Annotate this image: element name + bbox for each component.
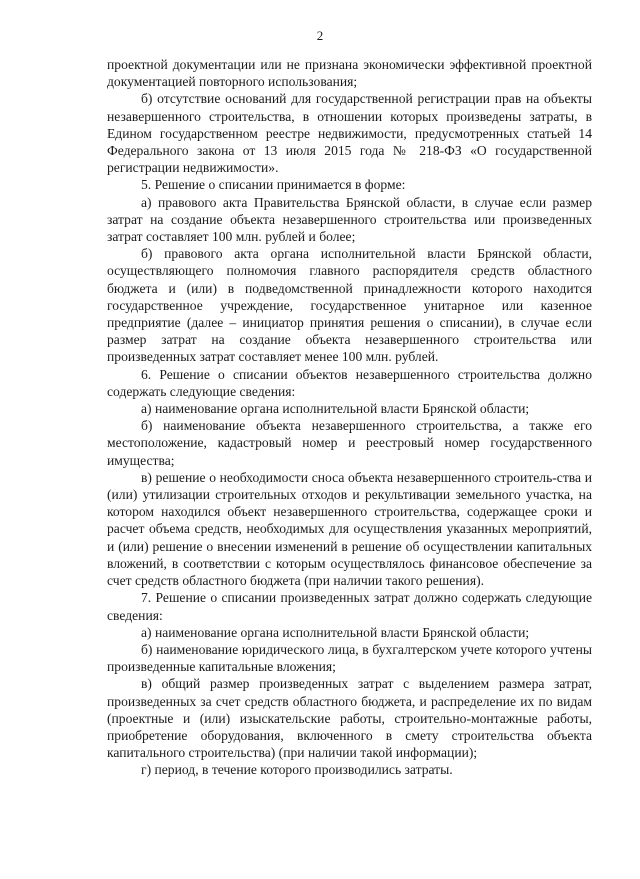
paragraph: б) правового акта органа исполнительной власти Брянской области, осуществляющего полномочия главного распорядителя средств областного бюджета и (или) в подведомственной принадлежности которого находится государственное учреждение, государственное унитарное или казенное предприятие (далее – инициатор принятия решения о списании), в случае если размер затрат на создание объекта незавершенного строительства или произведенных затрат составляет менее 100 млн. рублей. (107, 246, 592, 365)
paragraph: а) наименование органа исполнительной власти Брянской области; (141, 624, 530, 640)
paragraph: б) наименование объекта незавершенного строительства, а также его местоположение, кадастровый номер и реестровый номер государственного имущества; (107, 418, 592, 468)
paragraph: г) период, в течение которого производились затраты. (141, 762, 453, 778)
paragraph: проектной документации или не признана экономически эффективной проектной документацией повторного использования; (107, 57, 592, 90)
paragraph: а) наименование органа исполнительной власти Брянской области; (141, 401, 530, 417)
paragraph: б) наименование юридического лица, в бухгалтерском учете которого учтены произведенные капитальные вложения; (107, 641, 592, 675)
document-body (107, 56, 592, 779)
paragraph: а) правового акта Правительства Брянской области, в случае если размер затрат на создание объекта незавершенного строительства или произведенных затрат составляет 100 млн. рублей и более; (107, 194, 592, 245)
paragraph: 5. Решение о списании принимается в форме: (141, 177, 406, 193)
paragraph: в) общий размер произведенных затрат с выделением размера затрат, произведенных за счет средств областного бюджета, и распределение их по видам (проектные и (или) изыскательские работы, строительно-монтажные работы, приобретение оборудования, включенного в смету строительства объекта капитального строительства) (при наличии такой информации); (107, 676, 592, 761)
page-number: 2 (316, 28, 324, 43)
paragraph: 6. Решение о списании объектов незавершенного строительства должно содержать следующие сведения: (107, 366, 592, 399)
paragraph: в) решение о необходимости сноса объекта незавершенного строитель-ства и (или) утилизации строительных отходов и рекультивации земельного участка, на котором находился объект незавершенного строительства, содержащее сроки и расчет объема средств, необходимых для осуществления указанных мероприятий, и (или) решение о внесении изменений в решение об осуществлении капитальных вложений, в соответствии с которым осуществлялось финансовое обеспечение за счет средств областного бюджета (при наличии такого решения). (107, 469, 592, 589)
paragraph: 7. Решение о списании произведенных затрат должно содержать следующие сведения: (107, 590, 592, 623)
paragraph: б) отсутствие оснований для государственной регистрации прав на объекты незавершенного строительства, в отношении которых произведены затраты, в Едином государственном реестре недвижимости, предусмотренных статьей 14 Федерального закона от 13 июля 2015 года № 218-ФЗ «О государственной регистрации недвижимости». (107, 91, 592, 176)
